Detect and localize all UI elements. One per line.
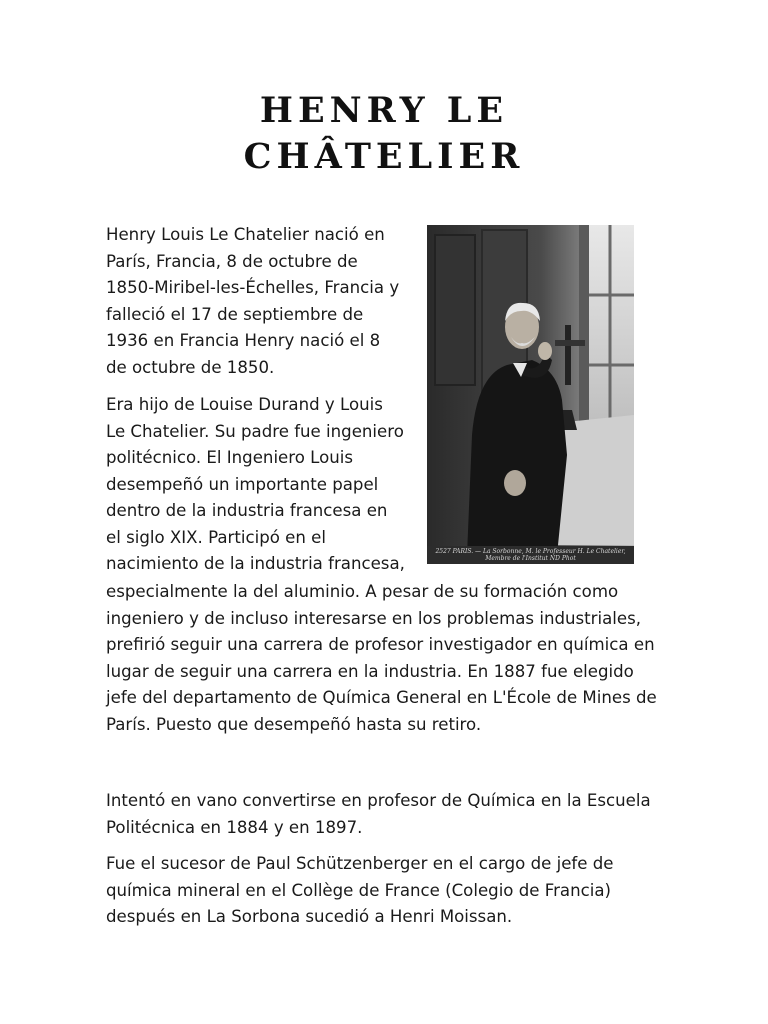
photo-caption: 2527 PARIS. — La Sorbonne, M. le Professeur H. Le Chatelier, Membre de l'Institut ND Phot (427, 546, 634, 564)
title-line-2: CHÂTELIER (243, 136, 525, 177)
portrait-image (427, 225, 634, 564)
paragraph-succession: Fue el sucesor de Paul Schützenberger en el cargo de jefe de química mineral en el Collège de France (Colegio de Francia) después en La Sorbona sucedió a Henri Moissan. (106, 854, 614, 926)
paragraph-birth: Henry Louis Le Chatelier nació en París, Francia, 8 de octubre de 1850-Miribel-les-Échelles, Francia y falleció el 17 de septiembre de 1936 en Francia Henry nació el 8 de octubre de 1850. (106, 225, 400, 377)
paragraph-polytechnique: Intentó en vano convertirse en profesor de Química en la Escuela Politécnica en 1884 y en 1897. (106, 791, 651, 837)
paragraph-parents: Era hijo de Louise Durand y Louis Le Chatelier. Su padre fue ingeniero politécnico. El Ingeniero Louis desempeñó un importante papel dentro de la industria francesa en el siglo XIX. Participó en el nacimiento de la industria francesa, (106, 395, 405, 573)
page-title (0, 88, 768, 180)
title-line-1: HENRY LE (259, 90, 509, 131)
paragraph-career: especialmente la del aluminio. A pesar de su formación como ingeniero y de incluso interesarse en los problemas industriales, prefirió seguir una carrera de profesor investigador en química en lugar de seguir una carrera en la industria. En 1887 fue elegido jefe del departamento de Química General en L'École de Mines de París. Puesto que desempeñó hasta su retiro. (106, 582, 657, 734)
portrait-photo (427, 225, 634, 564)
